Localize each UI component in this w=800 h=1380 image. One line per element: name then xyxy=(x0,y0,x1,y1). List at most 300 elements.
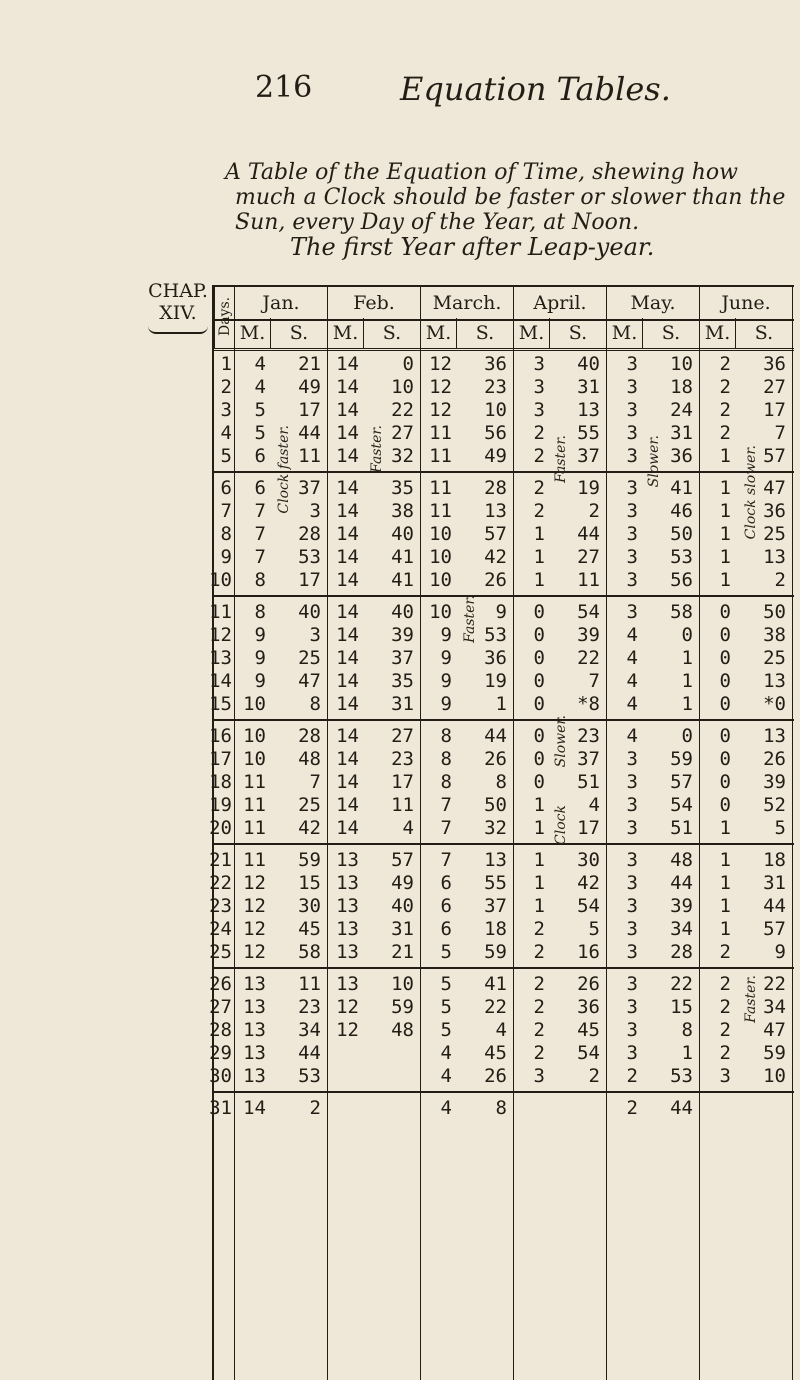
day-number: 16 xyxy=(209,725,232,747)
seconds-value: 46 xyxy=(670,500,693,522)
minutes-value: 1 xyxy=(533,794,545,816)
minutes-value: 14 xyxy=(336,771,359,793)
minutes-value: 9 xyxy=(254,624,266,646)
seconds-value: 40 xyxy=(391,523,414,545)
day-number: 6 xyxy=(220,477,232,499)
seconds-value: 15 xyxy=(670,996,693,1018)
minutes-value xyxy=(327,1065,359,1088)
seconds-value: 28 xyxy=(484,477,507,499)
day-number: 17 xyxy=(209,748,232,770)
seconds-value: 8 xyxy=(495,1097,507,1119)
seconds-value: 59 xyxy=(391,996,414,1018)
seconds-value: 59 xyxy=(484,941,507,963)
minutes-value: 10 xyxy=(429,523,452,545)
seconds-value: 37 xyxy=(577,748,600,770)
minutes-value: 3 xyxy=(533,376,545,398)
minutes-value: 3 xyxy=(626,1019,638,1041)
minutes-value: 2 xyxy=(719,399,731,421)
table-row xyxy=(214,422,794,445)
minutes-value: 14 xyxy=(336,353,359,375)
seconds-value: 26 xyxy=(484,748,507,770)
day-number: 20 xyxy=(209,817,232,839)
seconds-value: 27 xyxy=(391,725,414,747)
seconds-value: 10 xyxy=(484,399,507,421)
table-row xyxy=(209,918,794,941)
minutes-value: 11 xyxy=(243,817,266,839)
minutes-value: 8 xyxy=(254,569,266,591)
month-header-april: April. xyxy=(513,287,606,319)
day-number: 22 xyxy=(209,872,232,894)
minutes-value: 6 xyxy=(440,872,452,894)
minutes-value: 7 xyxy=(440,849,452,871)
minutes-value: 3 xyxy=(626,569,638,591)
seconds-value: 40 xyxy=(298,601,321,623)
minutes-value: 0 xyxy=(533,624,545,646)
minutes-value: 14 xyxy=(336,725,359,747)
day-number: 29 xyxy=(209,1042,232,1064)
seconds-value: 55 xyxy=(577,422,600,444)
minutes-value: 8 xyxy=(440,771,452,793)
table-row xyxy=(214,376,794,399)
seconds-value: 37 xyxy=(298,477,321,499)
seconds-value: 54 xyxy=(577,895,600,917)
group-separator xyxy=(214,1091,794,1093)
minutes-value: 3 xyxy=(626,399,638,421)
seconds-value: 32 xyxy=(391,445,414,467)
seconds-value: 31 xyxy=(391,693,414,715)
minutes-value: 7 xyxy=(254,523,266,545)
group-separator xyxy=(214,595,794,597)
day-number: 19 xyxy=(209,794,232,816)
table-row xyxy=(209,569,794,592)
minutes-value: 0 xyxy=(719,647,731,669)
minutes-value: 1 xyxy=(719,817,731,839)
seconds-value: 53 xyxy=(298,546,321,568)
seconds-value: 17 xyxy=(763,399,786,421)
seconds-value: 27 xyxy=(391,422,414,444)
seconds-value: 40 xyxy=(577,353,600,375)
minutes-value: 14 xyxy=(336,693,359,715)
unit-seconds: S. xyxy=(549,318,606,348)
minutes-value: 2 xyxy=(533,996,545,1018)
margin-note: Faster. xyxy=(462,595,478,643)
seconds-value: 2 xyxy=(309,1097,321,1119)
minutes-value: 14 xyxy=(336,601,359,623)
seconds-value: 3 xyxy=(309,624,321,646)
seconds-value: 7 xyxy=(588,670,600,692)
seconds-value: 5 xyxy=(588,918,600,940)
table-row xyxy=(209,1019,794,1042)
minutes-value: 11 xyxy=(429,500,452,522)
minutes-value: 3 xyxy=(719,1065,731,1087)
minutes-value: 3 xyxy=(626,601,638,623)
minutes-value: 3 xyxy=(626,1042,638,1064)
table-row xyxy=(209,725,794,748)
seconds-value: 0 xyxy=(681,725,693,747)
minutes-value: 3 xyxy=(626,748,638,770)
seconds-value: 24 xyxy=(670,399,693,421)
seconds-value: 42 xyxy=(484,546,507,568)
seconds-value: 8 xyxy=(681,1019,693,1041)
seconds-value: 44 xyxy=(577,523,600,545)
minutes-value: 1 xyxy=(719,500,731,522)
minutes-value: 12 xyxy=(336,1019,359,1041)
seconds-value: 22 xyxy=(670,973,693,995)
seconds-value xyxy=(363,1042,414,1065)
seconds-value: 7 xyxy=(309,771,321,793)
table-row xyxy=(209,973,794,996)
seconds-value: 1 xyxy=(681,647,693,669)
seconds-value: 47 xyxy=(763,477,786,499)
seconds-value: 39 xyxy=(577,624,600,646)
seconds-value: 2 xyxy=(774,569,786,591)
minutes-value: 14 xyxy=(243,1097,266,1119)
minutes-value: 0 xyxy=(719,748,731,770)
chapter-label: CHAP. xyxy=(148,280,208,302)
seconds-value: 13 xyxy=(577,399,600,421)
minutes-value: 6 xyxy=(254,477,266,499)
seconds-value: 2 xyxy=(588,500,600,522)
minutes-value: 10 xyxy=(243,725,266,747)
minutes-value: 4 xyxy=(626,624,638,646)
seconds-value: 25 xyxy=(298,647,321,669)
minutes-value: 2 xyxy=(533,973,545,995)
seconds-value: 16 xyxy=(577,941,600,963)
minutes-value: 3 xyxy=(626,872,638,894)
seconds-value: 44 xyxy=(484,725,507,747)
margin-note: Clock faster. xyxy=(276,425,292,514)
seconds-value: 17 xyxy=(298,569,321,591)
month-header-jan: Jan. xyxy=(234,287,327,319)
minutes-value: 2 xyxy=(719,941,731,963)
seconds-value: 48 xyxy=(670,849,693,871)
minutes-value: 2 xyxy=(626,1065,638,1087)
seconds-value: 21 xyxy=(391,941,414,963)
equation-table xyxy=(209,285,794,1380)
minutes-value: 6 xyxy=(440,918,452,940)
seconds-value: 53 xyxy=(484,624,507,646)
seconds-value: 56 xyxy=(670,569,693,591)
minutes-value: 3 xyxy=(533,399,545,421)
minutes-value: 2 xyxy=(719,353,731,375)
minutes-value: 2 xyxy=(533,445,545,467)
minutes-value: 13 xyxy=(336,918,359,940)
seconds-value xyxy=(549,1097,600,1120)
unit-minutes: M. xyxy=(327,318,363,348)
seconds-value: 13 xyxy=(484,849,507,871)
seconds-value: 52 xyxy=(763,794,786,816)
seconds-value: *8 xyxy=(577,693,600,715)
seconds-value: 1 xyxy=(681,1042,693,1064)
day-number: 24 xyxy=(209,918,232,940)
unit-seconds: S. xyxy=(456,318,513,348)
minutes-value: 4 xyxy=(626,647,638,669)
minutes-value: 11 xyxy=(429,477,452,499)
seconds-value: 40 xyxy=(391,601,414,623)
seconds-value: 37 xyxy=(391,647,414,669)
column-rule xyxy=(699,285,700,1380)
minutes-value: 4 xyxy=(626,725,638,747)
minutes-value: 5 xyxy=(440,1019,452,1041)
column-rule xyxy=(420,285,421,1380)
seconds-value: 25 xyxy=(763,523,786,545)
month-header-row xyxy=(214,285,794,321)
seconds-value: 11 xyxy=(298,973,321,995)
minutes-value: 1 xyxy=(533,546,545,568)
seconds-value: 50 xyxy=(670,523,693,545)
minutes-value: 3 xyxy=(626,546,638,568)
unit-minutes: M. xyxy=(234,318,270,348)
seconds-value: 44 xyxy=(298,1042,321,1064)
seconds-value: 13 xyxy=(763,546,786,568)
seconds-value: 34 xyxy=(670,918,693,940)
minutes-value: 3 xyxy=(626,918,638,940)
day-number: 2 xyxy=(220,376,232,398)
minutes-value: 13 xyxy=(243,1019,266,1041)
seconds-value: 44 xyxy=(670,872,693,894)
table-row xyxy=(214,353,794,376)
minutes-value: 5 xyxy=(254,422,266,444)
group-separator xyxy=(214,967,794,969)
seconds-value: 30 xyxy=(298,895,321,917)
seconds-value: 41 xyxy=(670,477,693,499)
seconds-value: 48 xyxy=(298,748,321,770)
seconds-value: 56 xyxy=(484,422,507,444)
seconds-value: 53 xyxy=(670,1065,693,1087)
table-caption: A Table of the Equation of Time, shewing how much a Clock should be faster or slower than the Sun, every Day of the Year, at Noon. xyxy=(225,160,786,235)
minutes-value xyxy=(327,1042,359,1065)
minutes-value: 2 xyxy=(533,500,545,522)
day-number: 7 xyxy=(220,500,232,522)
unit-seconds: S. xyxy=(735,318,792,348)
minutes-value: 3 xyxy=(626,376,638,398)
minutes-value: 2 xyxy=(719,973,731,995)
seconds-value: 57 xyxy=(391,849,414,871)
seconds-value: 18 xyxy=(763,849,786,871)
minutes-value: 9 xyxy=(254,647,266,669)
minutes-value: 3 xyxy=(533,353,545,375)
seconds-value: 57 xyxy=(484,523,507,545)
seconds-value: 27 xyxy=(577,546,600,568)
minutes-value: 9 xyxy=(440,670,452,692)
seconds-value: 18 xyxy=(484,918,507,940)
seconds-value: 19 xyxy=(577,477,600,499)
seconds-value: 31 xyxy=(670,422,693,444)
table-row xyxy=(209,996,794,1019)
seconds-value: 38 xyxy=(763,624,786,646)
table-row xyxy=(209,849,794,872)
minutes-value: 13 xyxy=(243,1065,266,1087)
seconds-value: 57 xyxy=(763,918,786,940)
day-number: 14 xyxy=(209,670,232,692)
minutes-value: 2 xyxy=(533,1042,545,1064)
seconds-value: 1 xyxy=(495,693,507,715)
seconds-value: 54 xyxy=(577,1042,600,1064)
seconds-value: 59 xyxy=(670,748,693,770)
minutes-value: 10 xyxy=(243,748,266,770)
minutes-value: 7 xyxy=(440,817,452,839)
seconds-value: 8 xyxy=(309,693,321,715)
table-row xyxy=(209,895,794,918)
minutes-value: 10 xyxy=(243,693,266,715)
minutes-value: 3 xyxy=(626,445,638,467)
seconds-value: 31 xyxy=(577,376,600,398)
day-number: 11 xyxy=(209,601,232,623)
column-rule xyxy=(606,285,607,1380)
minutes-value: 14 xyxy=(336,569,359,591)
minutes-value: 7 xyxy=(254,546,266,568)
unit-minutes: M. xyxy=(513,318,549,348)
seconds-value: 7 xyxy=(774,422,786,444)
unit-minutes: M. xyxy=(699,318,735,348)
minutes-value: 13 xyxy=(243,973,266,995)
minutes-value: 1 xyxy=(719,849,731,871)
minutes-value: 9 xyxy=(254,670,266,692)
minutes-value: 14 xyxy=(336,376,359,398)
seconds-value: 5 xyxy=(774,817,786,839)
seconds-value: 1 xyxy=(681,693,693,715)
minutes-value xyxy=(513,1097,545,1120)
seconds-value: 26 xyxy=(577,973,600,995)
seconds-value: 34 xyxy=(298,1019,321,1041)
table-row xyxy=(209,1097,794,1120)
minutes-value: 14 xyxy=(336,422,359,444)
minutes-value: 10 xyxy=(429,546,452,568)
minutes-value: 14 xyxy=(336,500,359,522)
seconds-value: 13 xyxy=(763,725,786,747)
minutes-value: 3 xyxy=(626,500,638,522)
minutes-value: 13 xyxy=(336,895,359,917)
seconds-value: 17 xyxy=(391,771,414,793)
minutes-value: 11 xyxy=(243,849,266,871)
month-header-march: March. xyxy=(420,287,513,319)
minutes-value: 1 xyxy=(533,817,545,839)
minutes-value: 1 xyxy=(719,477,731,499)
month-header-june: June. xyxy=(699,287,792,319)
day-number: 12 xyxy=(209,624,232,646)
seconds-value: 28 xyxy=(298,523,321,545)
seconds-value: 23 xyxy=(484,376,507,398)
seconds-value: 55 xyxy=(484,872,507,894)
seconds-value: 47 xyxy=(763,1019,786,1041)
seconds-value xyxy=(735,1097,786,1120)
running-head: Equation Tables. xyxy=(400,70,671,108)
seconds-value: 45 xyxy=(298,918,321,940)
minutes-value: 12 xyxy=(429,376,452,398)
seconds-value: 22 xyxy=(577,647,600,669)
table-row xyxy=(209,748,794,771)
minutes-value: 11 xyxy=(429,422,452,444)
minutes-value: 0 xyxy=(533,601,545,623)
day-number: 9 xyxy=(220,546,232,568)
seconds-value: 31 xyxy=(763,872,786,894)
minutes-value xyxy=(699,1097,731,1120)
seconds-value: 41 xyxy=(391,546,414,568)
day-number: 25 xyxy=(209,941,232,963)
minutes-value: 3 xyxy=(626,817,638,839)
minutes-value: 1 xyxy=(533,849,545,871)
seconds-value: 22 xyxy=(763,973,786,995)
seconds-value: 45 xyxy=(484,1042,507,1064)
seconds-value: 36 xyxy=(763,353,786,375)
margin-note: Faster. xyxy=(743,975,759,1023)
minutes-value: 14 xyxy=(336,817,359,839)
unit-header-row xyxy=(214,318,794,351)
minutes-value: 1 xyxy=(533,569,545,591)
minutes-value: 1 xyxy=(533,872,545,894)
seconds-value: 10 xyxy=(670,353,693,375)
minutes-value: 0 xyxy=(719,601,731,623)
minutes-value: 6 xyxy=(440,895,452,917)
seconds-value: 50 xyxy=(484,794,507,816)
seconds-value: 44 xyxy=(298,422,321,444)
margin-note: Faster. xyxy=(553,435,569,483)
seconds-value: 36 xyxy=(577,996,600,1018)
minutes-value: 13 xyxy=(243,1042,266,1064)
minutes-value: 1 xyxy=(719,872,731,894)
minutes-value: 0 xyxy=(719,725,731,747)
minutes-value: 0 xyxy=(533,725,545,747)
unit-seconds: S. xyxy=(270,318,327,348)
minutes-value: 0 xyxy=(533,693,545,715)
page-header xyxy=(0,70,800,110)
minutes-value: 2 xyxy=(533,422,545,444)
day-number: 30 xyxy=(209,1065,232,1087)
seconds-value: 17 xyxy=(298,399,321,421)
table-row xyxy=(214,477,794,500)
minutes-value: 14 xyxy=(336,748,359,770)
minutes-value: 10 xyxy=(429,569,452,591)
minutes-value: 3 xyxy=(533,1065,545,1087)
seconds-value: 59 xyxy=(298,849,321,871)
minutes-value: 13 xyxy=(336,849,359,871)
table-row xyxy=(209,601,794,624)
minutes-value: 4 xyxy=(254,376,266,398)
minutes-value: 3 xyxy=(626,794,638,816)
minutes-value: 3 xyxy=(626,849,638,871)
minutes-value: 5 xyxy=(254,399,266,421)
minutes-value: 4 xyxy=(626,693,638,715)
seconds-value: 22 xyxy=(391,399,414,421)
minutes-value: 12 xyxy=(243,941,266,963)
seconds-value: 11 xyxy=(391,794,414,816)
days-column-label: Days. xyxy=(214,285,235,348)
column-rule xyxy=(792,285,793,1380)
seconds-value: 4 xyxy=(402,817,414,839)
seconds-value: 35 xyxy=(391,477,414,499)
month-header-feb: Feb. xyxy=(327,287,420,319)
seconds-value: 8 xyxy=(495,771,507,793)
table-row xyxy=(209,872,794,895)
minutes-value: 8 xyxy=(440,748,452,770)
minutes-value: 11 xyxy=(243,771,266,793)
day-number: 3 xyxy=(220,399,232,421)
minutes-value: 2 xyxy=(626,1097,638,1119)
seconds-value: 13 xyxy=(484,500,507,522)
minutes-value: 3 xyxy=(626,941,638,963)
day-number: 21 xyxy=(209,849,232,871)
day-number: 31 xyxy=(209,1097,232,1119)
minutes-value: 1 xyxy=(533,523,545,545)
minutes-value: 2 xyxy=(533,941,545,963)
seconds-value: 17 xyxy=(577,817,600,839)
minutes-value: 1 xyxy=(719,918,731,940)
minutes-value: 12 xyxy=(243,872,266,894)
day-number: 27 xyxy=(209,996,232,1018)
seconds-value: 54 xyxy=(577,601,600,623)
table-row xyxy=(209,941,794,964)
minutes-value: 5 xyxy=(440,973,452,995)
